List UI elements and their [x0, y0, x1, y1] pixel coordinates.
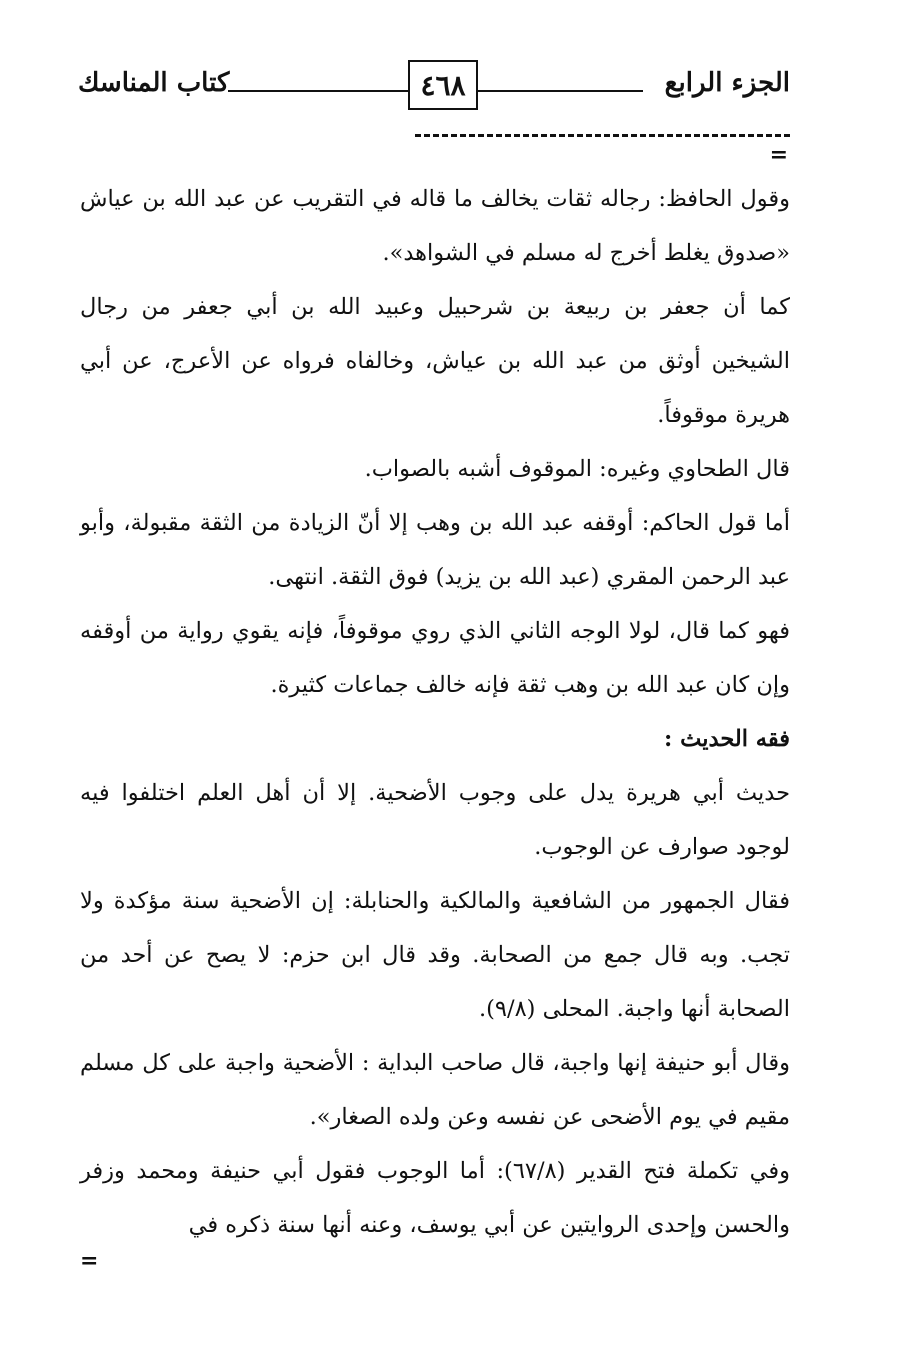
page-number-box: [408, 60, 478, 110]
paragraph: فهو كما قال، لولا الوجه الثاني الذي روي موقوفاً، فإنه يقوي رواية من أوقفه وإن كان عبد الله بن وهب ثقة فإنه خالف جماعات كثيرة.: [80, 618, 790, 698]
paragraph: وقول الحافظ: رجاله ثقات يخالف ما قاله في التقريب عن عبد الله بن عياش «صدوق يغلط أخرج له مسلم في الشواهد».: [80, 186, 790, 266]
paragraph: فقال الجمهور من الشافعية والمالكية والحنابلة: إن الأضحية سنة مؤكدة ولا تجب. وبه قال جمع من الصحابة. وقد قال ابن حزم: لا يصح عن أحد من الصحابة أنها واجبة. المحلى (٩/٨).: [80, 888, 790, 1022]
page-header: [78, 60, 790, 114]
part-title: الجزء الرابع: [664, 68, 790, 98]
section-subheading: فقه الحديث :: [664, 726, 790, 752]
paragraph: حديث أبي هريرة يدل على وجوب الأضحية. إلا أن أهل العلم اختلفوا فيه لوجود صوارف عن الوجوب.: [80, 780, 790, 860]
paragraph: كما أن جعفر بن ربيعة بن شرحبيل وعبيد الله بن أبي جعفر من رجال الشيخين أوثق من عبد الله بن عياش، وخالفاه فرواه عن الأعرج، عن أبي هريرة موقوفاً.: [80, 294, 790, 428]
main-text: [80, 172, 790, 1252]
footnote-separator: [415, 134, 790, 137]
paragraph: وقال أبو حنيفة إنها واجبة، قال صاحب البداية : الأضحية واجبة على كل مسلم مقيم في يوم الأضحى عن نفسه وعن ولده الصغار».: [80, 1050, 790, 1130]
paragraph: وفي تكملة فتح القدير (٦٧/٨): أما الوجوب فقول أبي حنيفة ومحمد وزفر والحسن وإحدى الروايتين عن أبي يوسف، وعنه أنها سنة ذكره في: [80, 1158, 790, 1238]
header-rule-left: [228, 90, 408, 92]
continuation-mark-bottom: =: [80, 1248, 99, 1274]
header-rule-right: [478, 90, 643, 92]
continuation-mark-top: =: [769, 142, 788, 168]
paragraph: قال الطحاوي وغيره: الموقوف أشبه بالصواب.: [364, 456, 790, 482]
page-number: ٤٦٨: [420, 68, 466, 102]
paragraph: أما قول الحاكم: أوقفه عبد الله بن وهب إلا أنّ الزيادة من الثقة مقبولة، وأبو عبد الرحمن المقري (عبد الله بن يزيد) فوق الثقة. انتهى.: [80, 510, 790, 590]
book-title: كتاب المناسك: [78, 68, 230, 98]
